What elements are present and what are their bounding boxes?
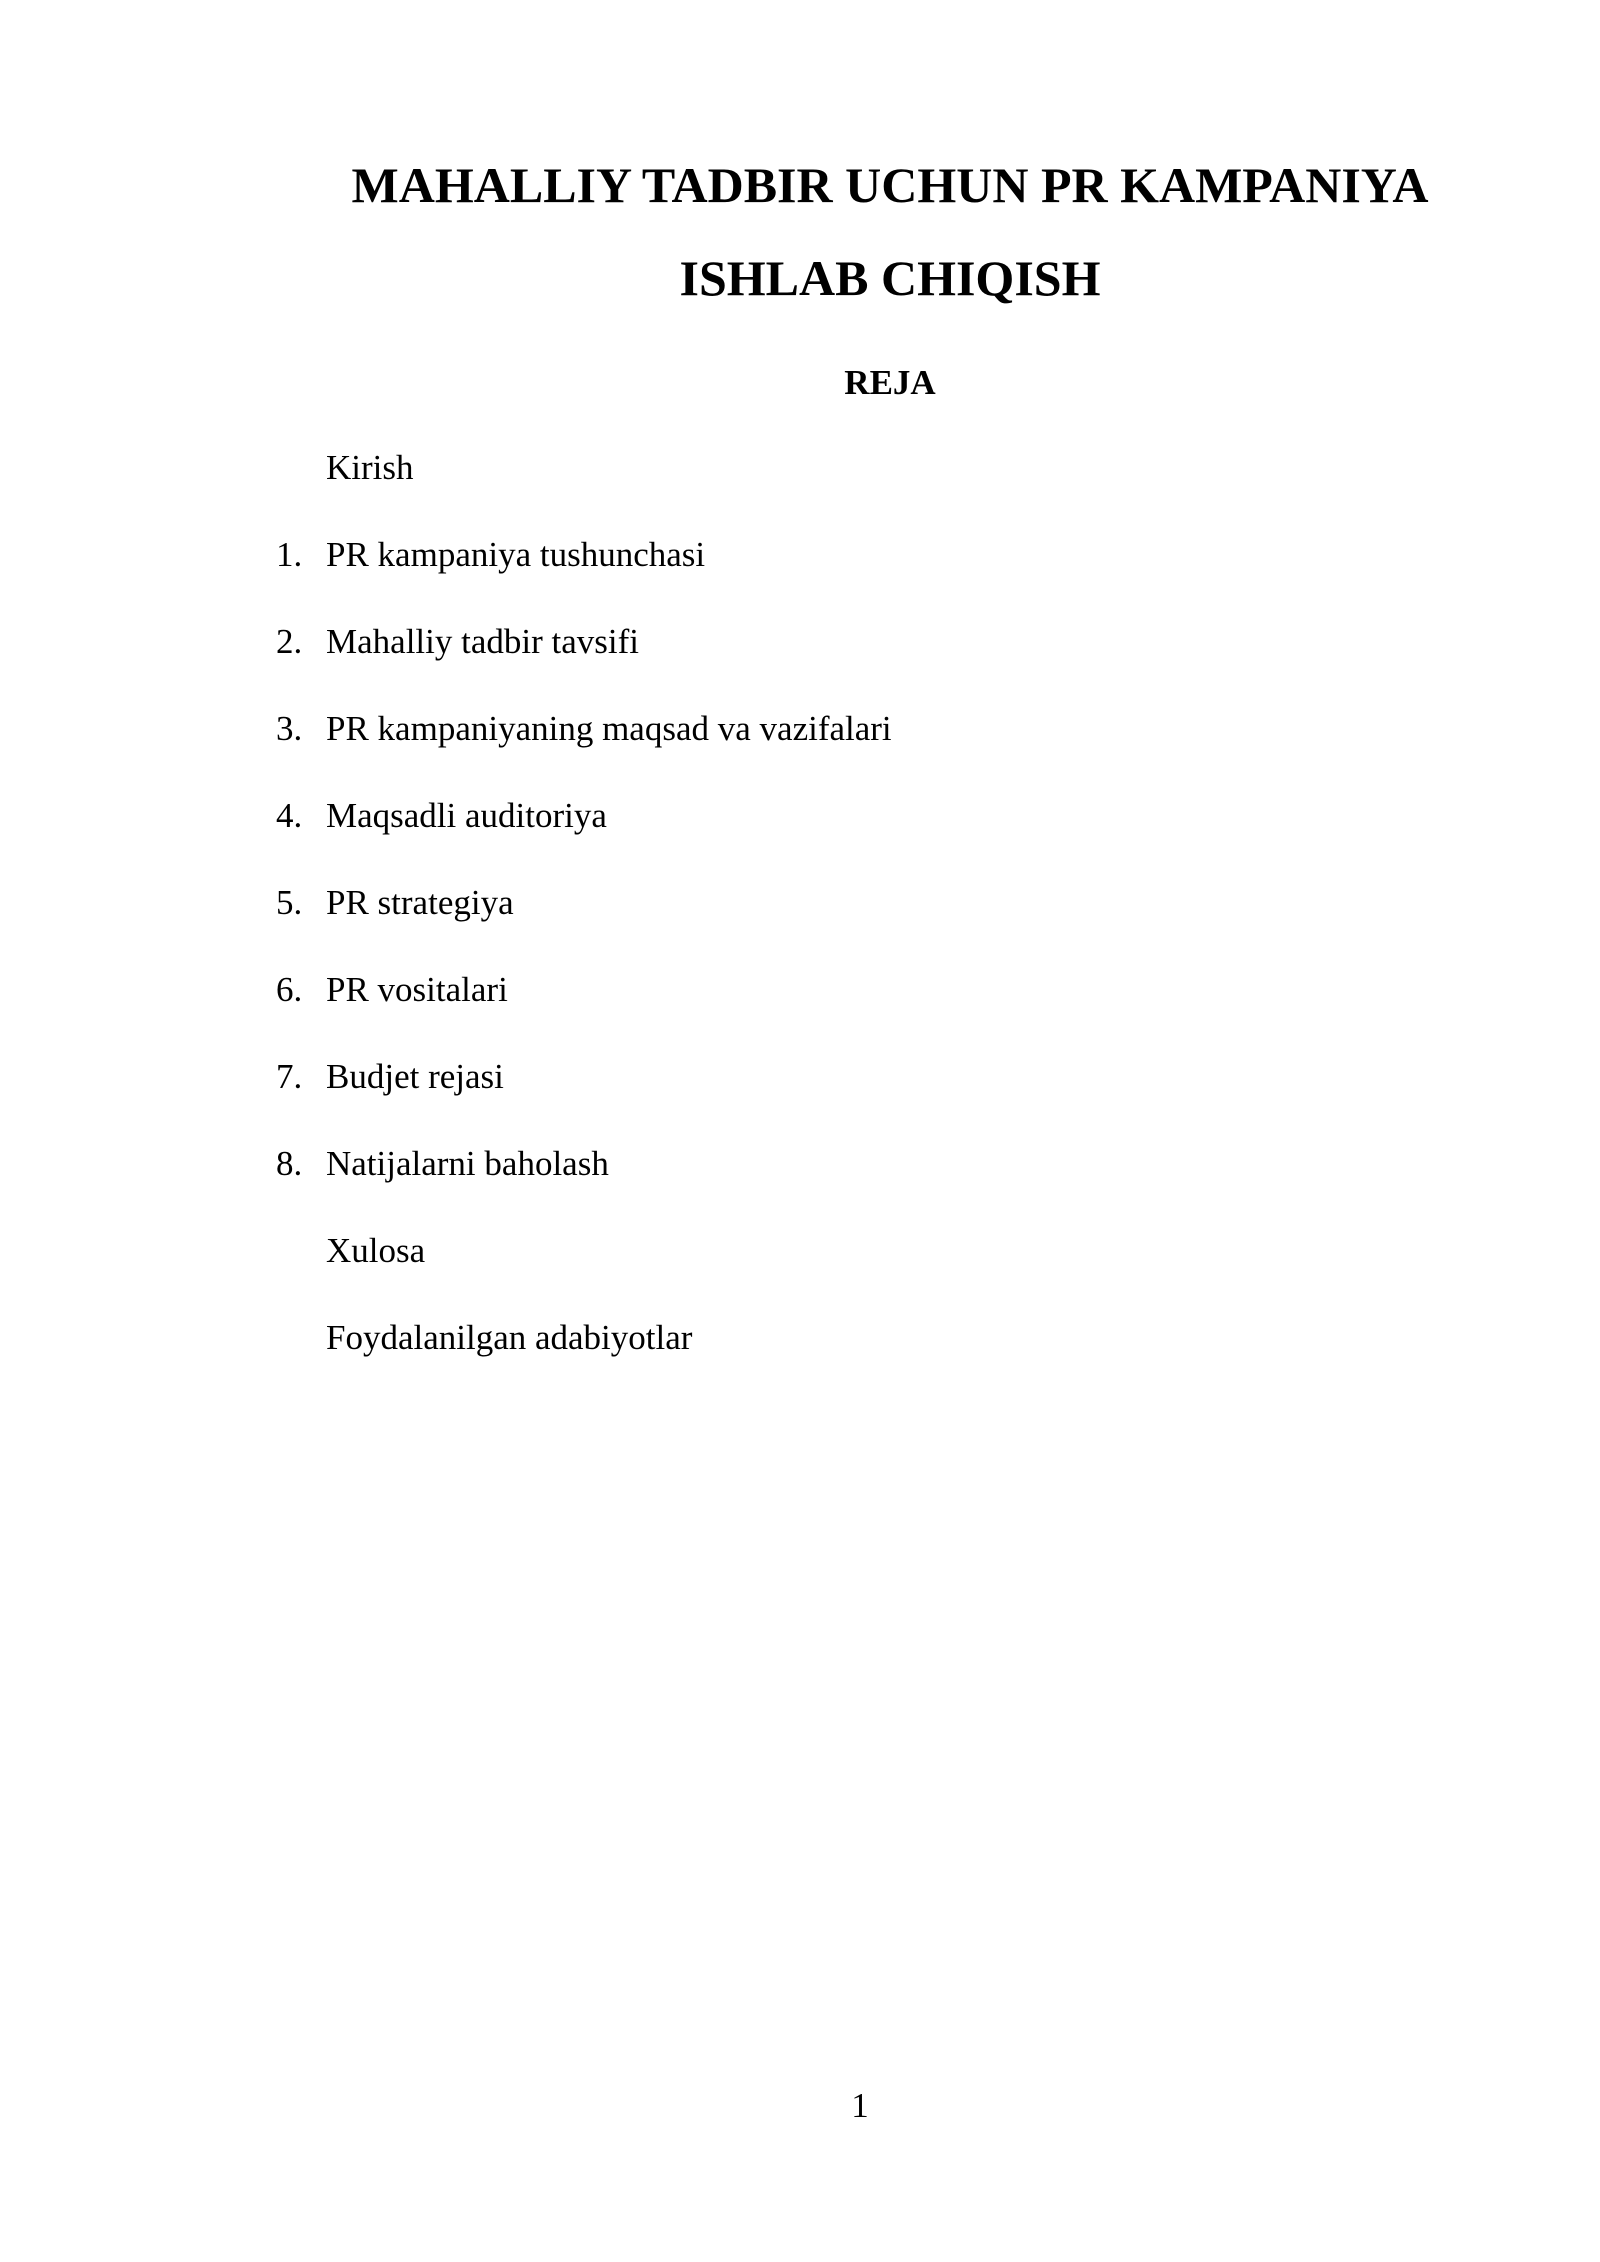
toc-item-number: 5. [276,883,303,922]
toc-item-label: Foydalanilgan adabiyotlar [326,1318,693,1357]
toc-item-label: PR kampaniya tushunchasi [326,535,706,574]
document-title-line-2: ISHLAB CHIQISH [679,250,1101,306]
toc-item-number: 7. [276,1057,303,1096]
toc-item-label: Mahalliy tadbir tavsifi [326,622,639,661]
toc-item-number: 8. [276,1144,303,1183]
toc-item-label: PR kampaniyaning maqsad va vazifalari [326,709,892,748]
toc-item-number: 2. [276,622,303,661]
toc-item-number: 4. [276,796,303,835]
plan-heading: REJA [844,363,936,402]
toc-item-number: 1. [276,535,303,574]
toc-item-label: PR strategiya [326,883,514,922]
toc-item-label: Maqsadli auditoriya [326,796,607,835]
toc-item-label: Natijalarni baholash [326,1144,609,1183]
toc-item-label: Budjet rejasi [326,1057,504,1096]
toc-item-label: PR vositalari [326,970,508,1009]
document-title-line-1: MAHALLIY TADBIR UCHUN PR KAMPANIYA [351,157,1429,213]
toc-item-number: 6. [276,970,303,1009]
toc-item-number: 3. [276,709,303,748]
toc-item-label: Xulosa [326,1231,426,1270]
page-number: 1 [851,2086,869,2125]
toc-item-label: Kirish [326,448,414,487]
